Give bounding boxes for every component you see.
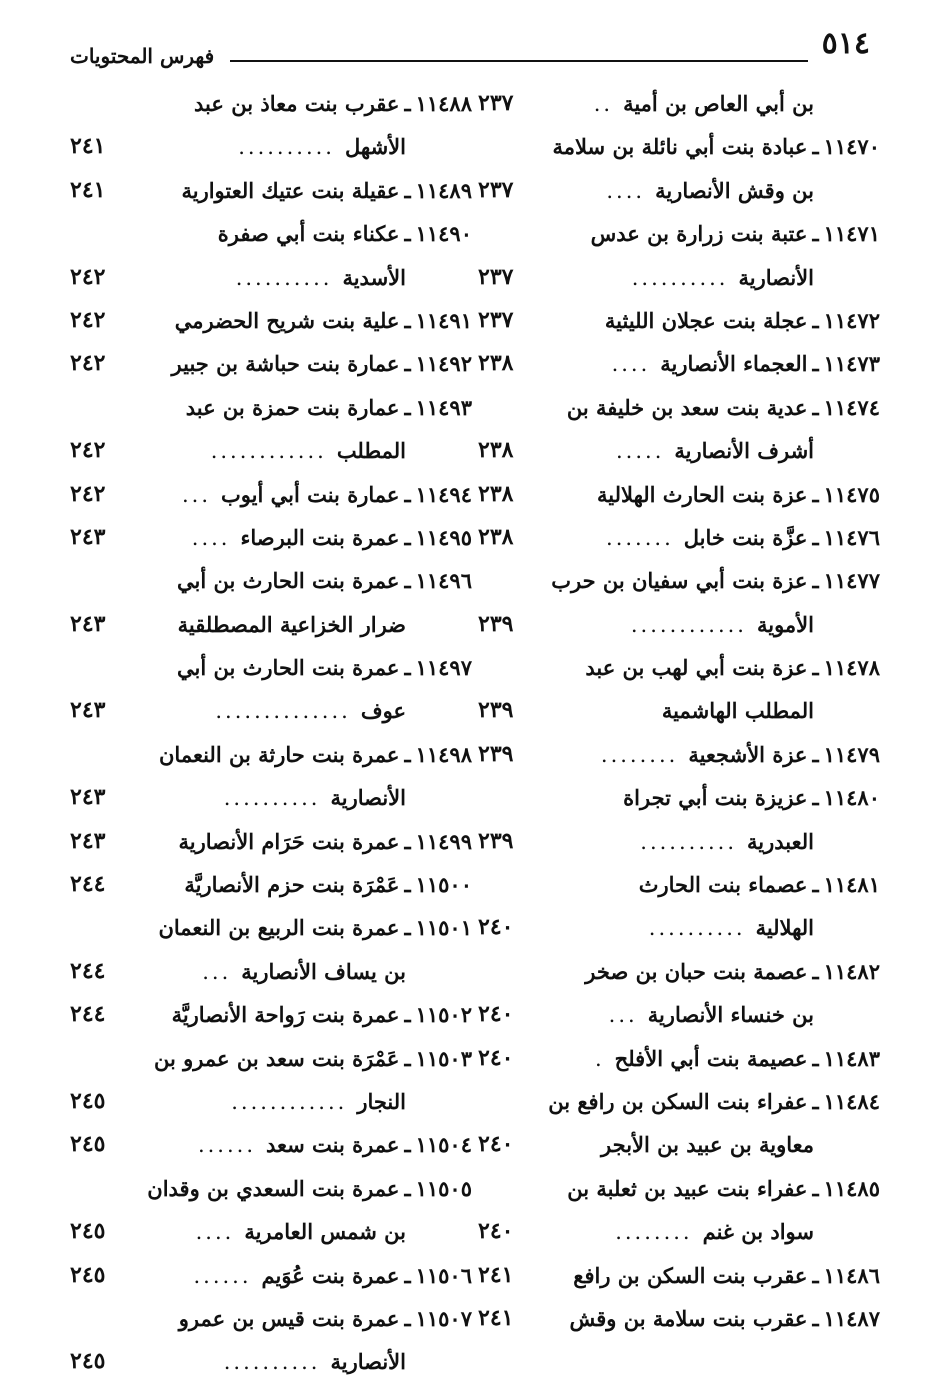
entry-name: بن شمس العامرية bbox=[244, 1219, 406, 1245]
entry-dash: ـ bbox=[404, 524, 411, 550]
entry-page-number: ٢٤١ bbox=[478, 1304, 514, 1331]
entry-name: الأشهل bbox=[345, 134, 406, 160]
index-entry bbox=[478, 299, 880, 342]
entry-number: ١١٤٨٥ bbox=[823, 1175, 880, 1201]
entry-number: ١١٤٩٩ bbox=[415, 828, 472, 854]
entry-page-number: ٢٣٧ bbox=[478, 263, 514, 290]
leader-dots: .... bbox=[606, 178, 646, 203]
index-entry bbox=[478, 993, 880, 1036]
index-entry bbox=[478, 1167, 880, 1210]
entry-name: عصمة بنت حبان بن صخر bbox=[585, 958, 808, 984]
entry-number: ١١٤٨٩ bbox=[415, 177, 472, 203]
entry-name: بن يساف الأنصارية bbox=[241, 958, 406, 984]
entry-dash: ـ bbox=[404, 481, 411, 507]
entry-name: عمرة بنت رَواحة الأنصاريَّة bbox=[171, 1002, 400, 1028]
entry-page-number: ٢٣٨ bbox=[478, 480, 514, 507]
entry-dash: ـ bbox=[812, 524, 819, 550]
header-title: فهرس المحتويات bbox=[70, 44, 215, 68]
index-entry bbox=[478, 1037, 880, 1080]
entry-dash: ـ bbox=[404, 568, 411, 594]
entry-name: عمرة بنت عُوَيم bbox=[261, 1262, 400, 1288]
entry-dash: ـ bbox=[812, 872, 819, 898]
index-entry bbox=[70, 429, 472, 472]
entry-page-number: ٢٣٨ bbox=[478, 350, 514, 377]
entry-page-number: ٢٤٣ bbox=[70, 784, 106, 811]
entry-dash: ـ bbox=[404, 1305, 411, 1331]
entry-name: أشرف الأنصارية bbox=[674, 438, 814, 464]
leader-dots: .......... bbox=[648, 916, 746, 941]
leader-dots: .......... bbox=[238, 135, 335, 160]
index-entry bbox=[70, 125, 472, 168]
index-entry bbox=[70, 256, 472, 299]
entry-number: ١١٥٠٧ bbox=[415, 1305, 472, 1331]
entry-dash: ـ bbox=[404, 1175, 411, 1201]
index-entry bbox=[478, 1080, 880, 1123]
entry-name: عصماء بنت الحارث bbox=[638, 872, 808, 898]
entry-page-number: ٢٤٢ bbox=[70, 437, 106, 464]
entry-dash: ـ bbox=[812, 785, 819, 811]
entry-name: عكناء بنت أبي صفرة bbox=[217, 221, 400, 247]
entry-number: ١١٤٩٧ bbox=[415, 655, 472, 681]
entry-name: عتبة بنت زرارة بن عدس bbox=[590, 221, 808, 247]
index-entry bbox=[70, 1254, 472, 1297]
entry-dash: ـ bbox=[812, 481, 819, 507]
index-entry bbox=[70, 169, 472, 212]
entry-number: ١١٥٠٣ bbox=[415, 1045, 472, 1071]
leader-dots: ........ bbox=[615, 1220, 693, 1245]
entry-page-number: ٢٤١ bbox=[478, 1261, 514, 1288]
index-entry bbox=[70, 1340, 472, 1383]
entry-number: ١١٤٩٣ bbox=[415, 394, 472, 420]
entry-dash: ـ bbox=[404, 1132, 411, 1158]
index-entry bbox=[478, 1254, 880, 1297]
index-entry bbox=[478, 1210, 880, 1253]
entry-page-number: ٢٤٠ bbox=[478, 914, 514, 941]
entry-dash: ـ bbox=[812, 1088, 819, 1114]
entry-dash: ـ bbox=[812, 958, 819, 984]
entry-name: عمرة بنت البرصاء bbox=[240, 524, 400, 550]
entry-number: ١١٤٨٦ bbox=[823, 1262, 880, 1288]
leader-dots: .......... bbox=[223, 786, 321, 811]
entry-number: ١١٤٨٤ bbox=[823, 1088, 880, 1114]
index-entry bbox=[70, 993, 472, 1036]
entry-name: عمرة بنت سعد bbox=[266, 1132, 400, 1158]
entry-page-number: ٢٤٥ bbox=[70, 1087, 106, 1114]
page-header bbox=[70, 22, 870, 70]
index-entry bbox=[70, 1297, 472, 1340]
entry-page-number: ٢٤٥ bbox=[70, 1261, 106, 1288]
entry-name: الأنصارية bbox=[738, 264, 814, 290]
entry-dash: ـ bbox=[404, 221, 411, 247]
entry-dash: ـ bbox=[404, 1262, 411, 1288]
entry-dash: ـ bbox=[404, 307, 411, 333]
index-entry bbox=[70, 1210, 472, 1253]
entry-page-number: ٢٤٤ bbox=[70, 871, 106, 898]
entry-page-number: ٢٤٤ bbox=[70, 1001, 106, 1028]
entry-name: عَمْرَة بنت سعد بن عمرو بن bbox=[154, 1045, 400, 1071]
entry-dash: ـ bbox=[812, 1045, 819, 1071]
index-entry bbox=[478, 603, 880, 646]
entry-number: ١١٤٧٥ bbox=[823, 481, 880, 507]
index-entry bbox=[478, 820, 880, 863]
index-entry bbox=[70, 299, 472, 342]
entry-name: عمارة بنت أبي أيوب bbox=[221, 481, 400, 507]
entry-number: ١١٤٧٣ bbox=[823, 351, 880, 377]
leader-dots: ..... bbox=[616, 439, 665, 464]
entry-name: عقرب بنت سلامة بن وقش bbox=[569, 1305, 808, 1331]
entry-page-number: ٢٤٢ bbox=[70, 480, 106, 507]
entry-page-number: ٢٤٠ bbox=[478, 1131, 514, 1158]
entry-name: عقرب بنت السكن بن رافع bbox=[573, 1262, 808, 1288]
index-entry bbox=[70, 559, 472, 602]
leader-dots: .......... bbox=[223, 1350, 321, 1375]
entry-page-number: ٢٤١ bbox=[70, 133, 106, 160]
leader-dots: ............ bbox=[210, 439, 327, 464]
entry-name: الأسدية bbox=[342, 264, 406, 290]
entry-number: ١١٤٩٢ bbox=[415, 351, 472, 377]
index-entry bbox=[478, 342, 880, 385]
entry-name: عبادة بنت أبي نائلة بن سلامة bbox=[552, 134, 808, 160]
index-entry bbox=[70, 516, 472, 559]
entry-page-number: ٢٤٣ bbox=[70, 523, 106, 550]
entry-number: ١١٤٨٣ bbox=[823, 1045, 880, 1071]
leader-dots: .......... bbox=[631, 265, 729, 290]
leader-dots: . bbox=[594, 1046, 605, 1071]
entry-name: عمرة بنت حارثة بن النعمان bbox=[159, 741, 400, 767]
entry-page-number: ٢٣٧ bbox=[478, 306, 514, 333]
entry-name: الأموية bbox=[756, 611, 814, 637]
entry-page-number: ٢٣٩ bbox=[478, 697, 514, 724]
index-entry bbox=[70, 603, 472, 646]
index-entry bbox=[478, 906, 880, 949]
entry-dash: ـ bbox=[404, 91, 411, 116]
entry-page-number: ٢٣٨ bbox=[478, 437, 514, 464]
entry-dash: ـ bbox=[812, 351, 819, 377]
index-entry bbox=[70, 386, 472, 429]
index-entry bbox=[478, 516, 880, 559]
index-entry bbox=[70, 342, 472, 385]
entry-number: ١١٤٨٧ bbox=[823, 1305, 880, 1331]
index-entry bbox=[70, 820, 472, 863]
entry-number: ١١٤٩٠ bbox=[415, 221, 472, 247]
entry-name: عزة الأشجعية bbox=[688, 741, 808, 767]
index-entry bbox=[478, 82, 880, 125]
leader-dots: .... bbox=[611, 352, 651, 377]
index-entry bbox=[478, 169, 880, 212]
index-entry bbox=[70, 646, 472, 689]
leader-dots: .... bbox=[191, 525, 231, 550]
entry-number: ١١٤٧٤ bbox=[823, 394, 880, 420]
entry-name: الأنصارية bbox=[330, 785, 406, 811]
entry-name: علية بنت شريح الحضرمي bbox=[174, 307, 400, 333]
entry-page-number: ٢٣٨ bbox=[478, 523, 514, 550]
entry-dash: ـ bbox=[812, 307, 819, 333]
entry-name: العجماء الأنصارية bbox=[660, 351, 808, 377]
index-entry bbox=[478, 950, 880, 993]
entry-page-number: ٢٤٠ bbox=[478, 1001, 514, 1028]
entry-name: عزة بنت أبي لهب بن عبد bbox=[585, 655, 808, 681]
entry-number: ١١٤٧٧ bbox=[823, 568, 880, 594]
index-entry bbox=[478, 863, 880, 906]
entry-name: عمرة بنت الربيع بن النعمان bbox=[158, 915, 400, 941]
entry-number: ١١٥٠٥ bbox=[415, 1175, 472, 1201]
entry-dash: ـ bbox=[812, 1305, 819, 1331]
entry-dash: ـ bbox=[812, 134, 819, 160]
entry-page-number: ٢٤٥ bbox=[70, 1131, 106, 1158]
index-entry bbox=[478, 1123, 880, 1166]
entry-dash: ـ bbox=[812, 655, 819, 681]
index-entry bbox=[478, 429, 880, 472]
entry-name: عفراء بنت عبيد بن ثعلبة بن bbox=[567, 1175, 808, 1201]
entry-page-number: ٢٤٠ bbox=[478, 1218, 514, 1245]
entry-name: عمارة بنت حمزة بن عبد bbox=[185, 394, 400, 420]
entry-page-number: ٢٤٥ bbox=[70, 1348, 106, 1375]
index-entry bbox=[478, 256, 880, 299]
entry-name: عجلة بنت عجلان الليثية bbox=[604, 307, 808, 333]
index-entry bbox=[70, 82, 472, 125]
entry-page-number: ٢٤١ bbox=[70, 176, 106, 203]
left-column bbox=[70, 82, 472, 1384]
entry-number: ١١٤٩٤ bbox=[415, 481, 472, 507]
leader-dots: ............ bbox=[630, 612, 747, 637]
entry-name: ضرار الخزاعية المصطلقية bbox=[177, 611, 406, 637]
entry-name: عزَّة بنت خابل bbox=[683, 524, 808, 550]
entry-page-number: ٢٤٤ bbox=[70, 957, 106, 984]
entry-name: بن أبي العاص بن أمية bbox=[623, 91, 814, 116]
entry-name: عصيمة بنت أبي الأفلح bbox=[614, 1045, 808, 1071]
entry-name: الهلالية bbox=[755, 915, 814, 941]
entry-page-number: ٢٣٧ bbox=[478, 176, 514, 203]
entry-dash: ـ bbox=[404, 394, 411, 420]
index-entry bbox=[478, 689, 880, 732]
index-entry bbox=[478, 473, 880, 516]
entry-page-number: ٢٤٢ bbox=[70, 306, 106, 333]
entry-dash: ـ bbox=[812, 1262, 819, 1288]
leader-dots: ............ bbox=[231, 1089, 348, 1114]
entry-name: عَمْرَة بنت حزم الأنصاريَّة bbox=[184, 872, 400, 898]
entry-dash: ـ bbox=[404, 177, 411, 203]
leader-dots: ...... bbox=[193, 1263, 252, 1288]
leader-dots: ....... bbox=[606, 525, 674, 550]
index-entry bbox=[70, 689, 472, 732]
leader-dots: ...... bbox=[197, 1133, 256, 1158]
index-entry bbox=[478, 386, 880, 429]
entry-page-number: ٢٣٩ bbox=[478, 740, 514, 767]
entry-number: ١١٤٧٦ bbox=[823, 524, 880, 550]
entry-number: ١١٥٠٢ bbox=[415, 1002, 472, 1028]
entry-name: عمرة بنت الحارث بن أبي bbox=[177, 655, 400, 681]
entry-name: المطلب bbox=[336, 438, 406, 464]
entry-name: المطلب الهاشمية bbox=[661, 698, 814, 724]
index-entry bbox=[70, 950, 472, 993]
entry-page-number: ٢٤٣ bbox=[70, 610, 106, 637]
index-entry bbox=[70, 1167, 472, 1210]
entry-dash: ـ bbox=[404, 915, 411, 941]
entry-number: ١١٤٩٥ bbox=[415, 524, 472, 550]
entry-name: عمرة بنت حَرَام الأنصارية bbox=[178, 828, 400, 854]
entry-dash: ـ bbox=[404, 828, 411, 854]
entry-page-number: ٢٣٩ bbox=[478, 610, 514, 637]
entry-name: عقيلة بنت عتيك العتوارية bbox=[181, 177, 400, 203]
index-entry bbox=[478, 212, 880, 255]
entry-number: ١١٥٠٦ bbox=[415, 1262, 472, 1288]
index-entry bbox=[478, 733, 880, 776]
leader-dots: ... bbox=[181, 482, 211, 507]
entry-name: الأنصارية bbox=[330, 1349, 406, 1375]
index-entry bbox=[70, 1080, 472, 1123]
entry-number: ١١٥٠٠ bbox=[415, 872, 472, 898]
entry-dash: ـ bbox=[812, 568, 819, 594]
page-number: ٥١٤ bbox=[821, 26, 870, 61]
entry-number: ١١٤٧٢ bbox=[823, 307, 880, 333]
entry-number: ١١٤٩١ bbox=[415, 307, 472, 333]
entry-dash: ـ bbox=[812, 1175, 819, 1201]
entry-dash: ـ bbox=[404, 872, 411, 898]
entry-name: عمارة بنت حباشة بن جبير bbox=[171, 351, 400, 377]
entry-name: عمرة بنت قيس بن عمرو bbox=[178, 1305, 400, 1331]
entry-dash: ـ bbox=[812, 741, 819, 767]
entry-number: ١١٤٧١ bbox=[823, 221, 880, 247]
index-entry bbox=[70, 776, 472, 819]
entry-page-number: ٢٣٧ bbox=[478, 90, 514, 116]
entry-number: ١١٤٩٨ bbox=[415, 741, 472, 767]
entry-number: ١١٤٧٩ bbox=[823, 741, 880, 767]
index-entry bbox=[478, 776, 880, 819]
entry-dash: ـ bbox=[404, 351, 411, 377]
entry-dash: ـ bbox=[404, 1002, 411, 1028]
entry-page-number: ٢٤٥ bbox=[70, 1218, 106, 1245]
leader-dots: ... bbox=[608, 1003, 638, 1028]
entry-page-number: ٢٤٣ bbox=[70, 827, 106, 854]
header-rule bbox=[230, 60, 808, 62]
entry-name: عزيزة بنت أبي تجراة bbox=[623, 785, 808, 811]
entry-dash: ـ bbox=[812, 394, 819, 420]
entry-name: عدية بنت سعد بن خليفة بن bbox=[566, 394, 808, 420]
leader-dots: ... bbox=[202, 959, 232, 984]
entry-number: ١١٥٠١ bbox=[415, 915, 472, 941]
entry-dash: ـ bbox=[404, 741, 411, 767]
entry-number: ١١٤٨٢ bbox=[823, 958, 880, 984]
entry-number: ١١٤٨٠ bbox=[823, 785, 880, 811]
entry-number: ١١٤٩٦ bbox=[415, 568, 472, 594]
index-entry bbox=[478, 559, 880, 602]
entry-name: النجار bbox=[357, 1088, 406, 1114]
index-entry bbox=[70, 863, 472, 906]
entry-dash: ـ bbox=[812, 221, 819, 247]
entry-name: عقرب بنت معاذ بن عبد bbox=[194, 91, 400, 116]
index-entry bbox=[70, 212, 472, 255]
entry-number: ١١٤٧٨ bbox=[823, 655, 880, 681]
index-entry bbox=[70, 1037, 472, 1080]
index-entry bbox=[70, 733, 472, 776]
entry-page-number: ٢٣٩ bbox=[478, 827, 514, 854]
entry-page-number: ٢٤٣ bbox=[70, 697, 106, 724]
leader-dots: .............. bbox=[215, 699, 351, 724]
entry-dash: ـ bbox=[404, 1045, 411, 1071]
index-entry bbox=[70, 473, 472, 516]
entry-name: بن خنساء الأنصارية bbox=[647, 1002, 814, 1028]
entry-name: عزة بنت الحارث الهلالية bbox=[597, 481, 808, 507]
entry-name: عمرة بنت الحارث بن أبي bbox=[177, 568, 400, 594]
entry-name: عمرة بنت السعدي بن وقدان bbox=[147, 1175, 400, 1201]
index-entry bbox=[478, 1297, 880, 1340]
entry-name: عفراء بنت السكن بن رافع بن bbox=[548, 1088, 808, 1114]
index-entry bbox=[70, 906, 472, 949]
entry-number: ١١٤٧٠ bbox=[823, 134, 880, 160]
entry-name: عزة بنت أبي سفيان بن حرب bbox=[551, 568, 808, 594]
leader-dots: .... bbox=[195, 1220, 235, 1245]
entry-number: ١١٤٨٨ bbox=[415, 91, 472, 116]
entry-page-number: ٢٤٠ bbox=[478, 1044, 514, 1071]
entry-name: العبدرية bbox=[747, 828, 814, 854]
entry-number: ١١٤٨١ bbox=[823, 872, 880, 898]
entry-name: عوف bbox=[360, 698, 406, 724]
index-entry bbox=[478, 646, 880, 689]
leader-dots: .......... bbox=[235, 265, 333, 290]
entry-dash: ـ bbox=[404, 655, 411, 681]
entry-page-number: ٢٤٢ bbox=[70, 263, 106, 290]
leader-dots: .. bbox=[593, 92, 614, 116]
leader-dots: .......... bbox=[640, 829, 738, 854]
entry-name: معاوية بن عبيد بن الأبجر bbox=[601, 1132, 814, 1158]
entry-name: سواد بن غنم bbox=[702, 1219, 814, 1245]
entry-name: بن وقش الأنصارية bbox=[655, 177, 814, 203]
index-entry bbox=[70, 1123, 472, 1166]
entry-page-number: ٢٤٢ bbox=[70, 350, 106, 377]
entry-number: ١١٥٠٤ bbox=[415, 1132, 472, 1158]
right-column bbox=[478, 82, 880, 1340]
index-entry bbox=[478, 125, 880, 168]
leader-dots: ........ bbox=[600, 742, 679, 767]
